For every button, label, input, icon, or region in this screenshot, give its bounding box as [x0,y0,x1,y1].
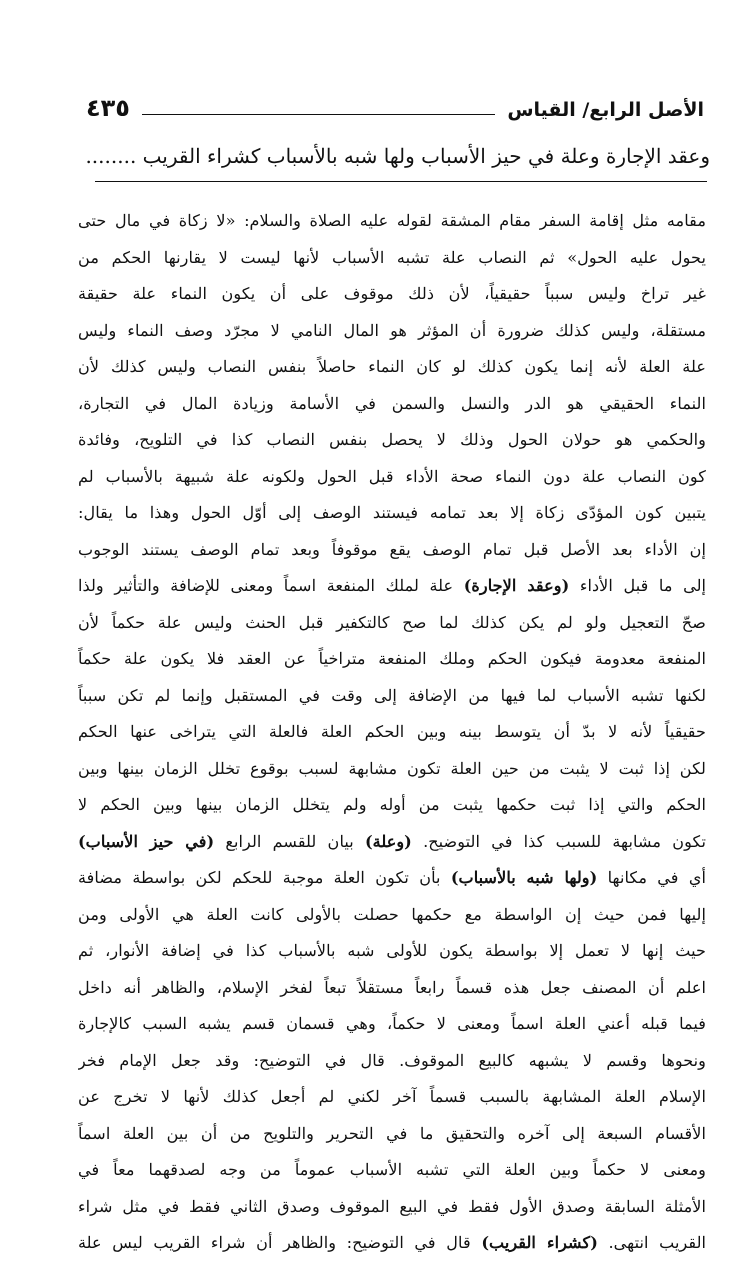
commentary-line [78,422,706,459]
commentary-text: بيان للقسم الرابع [214,831,365,851]
commentary-line [78,787,706,824]
commentary-line [78,970,706,1007]
page-number: ٤٣٥ [86,94,130,122]
commentary-text: لكن إذا ثبت لا يثبت من حين العلة تكون مشابهة لسبب بوقوع تخلل الزمان بينها وبين [78,758,706,778]
commentary-line [78,532,706,569]
commentary-text: غير تراخ وليس سبباً حقيقياً، لأن ذلك موقوف على أن يكون النماء علة حقيقة [78,284,706,303]
commentary-text: ونحوها وقسم لا يشبهه كالبيع الموقوف. قال في التوضيح: وقد جعل الإمام فخر [78,1050,706,1070]
commentary-text: كون النصاب علة دون النماء صحة الأداء قبل الحول ولكونه علة شبيهة بالأسباب لم [78,466,706,486]
commentary-text: والحكمي هو حولان الحول وذلك لا يحصل بنفس النصاب كذا في التلويح، وفائدة [78,430,706,449]
commentary-text: الأمثلة السابقة وصدق الأول فقط في البيع الموقوف وصدق الثاني فقط في مثل شراء [78,1196,706,1216]
commentary-text: يتبين كون المؤدّى زكاة إلا بعد تمامه فيستند الوصف إلى أوّل الحول وهذا ما يقال: [78,503,706,522]
header-rule [142,114,495,115]
text-separator [95,181,707,182]
commentary-text: ومعنى لا حكماً وبين العلة التي تشبه الأسباب عموماً من وجه لصدقهما معاً في [78,1160,706,1179]
commentary-line [78,824,706,861]
commentary-line [78,933,706,970]
commentary-line [78,1043,706,1080]
commentary-text: يحول عليه الحول» ثم النصاب علة تشبه الأسباب لأنها ليست لا يقارنها الحكم من [78,247,706,267]
commentary-line [78,349,706,386]
commentary-line [78,1152,706,1189]
commentary-text: علة لملك المنفعة اسماً ومعنى للإضافة والتأثير ولذا [78,576,464,595]
commentary [78,203,706,1262]
commentary-text: حيث إنها لا تعمل إلا بواسطة يكون للأولى شبه بالأسباب كذا في إضافة الأنوار، ثم [78,941,706,960]
commentary-line [78,1189,706,1226]
commentary-text: أي في مكانها [597,868,706,887]
commentary-line [78,386,706,423]
commentary-line [78,1079,706,1116]
commentary-line [78,1006,706,1043]
commentary-text: إن الأداء بعد الأصل قبل تمام الوصف يقع موقوفاً وبعد تمام الوصف يستند الوجوب [78,539,706,559]
commentary-text: علة العلة لأنه إنما يكون كذلك لو كان النماء حاصلاً بنفس النصاب وليس كذلك لأن [78,357,706,376]
commentary-line [78,678,706,715]
commentary-line [78,641,706,678]
commentary-line [78,751,706,788]
running-header [86,86,704,120]
quoted-matn-term: (كشراء القريب) [481,1233,598,1252]
commentary-text: تكون مشابهة للسبب كذا في التوضيح. [411,831,706,851]
commentary-text: مقامه مثل إقامة السفر مقام المشقة لقوله عليه الصلاة والسلام: «لا زكاة في مال حتى [78,211,706,230]
chapter-title: الأصل الرابع/ القياس [507,99,704,121]
commentary-text: المنفعة معدومة فيكون الحكم وملك المنفعة متراخياً عن العقد فلا يكون علة حكماً [78,649,706,668]
commentary-line [78,240,706,277]
commentary-line [78,605,706,642]
commentary-line [78,1116,706,1153]
commentary-text: الأقسام السبعة إلى آخره والتحقيق ما في التحرير والتلويح من أن بين العلة اسماً [78,1123,706,1143]
commentary-text: بأن تكون العلة موجبة للحكم لكن بواسطة مضافة [78,868,451,887]
commentary-line [78,1225,706,1262]
commentary-text: اعلم أن المصنف جعل هذه قسماً رابعاً مستقلاً تبعاً لفخر الإسلام، والظاهر أنه داخل [78,977,706,997]
commentary-text: فيما قبله أعني العلة اسماً ومعنى لا حكماً، وهي قسمان قسم يشبه السبب كالإجارة [78,1014,706,1033]
commentary-line [78,276,706,313]
commentary-text: إلى ما قبل الأداء [569,576,706,595]
commentary-text: صحّ التعجيل ولو لم يكن كذلك لما صح كالتكفير قبل الحنث وليس علة حكماً لأن [78,612,706,632]
quoted-matn-term: (في حيز الأسباب) [78,831,215,851]
commentary-text: لكنها تشبه الأسباب لما فيها من الإضافة إلى وقت في المستقبل وإنما لم تكن سبباً [78,685,706,705]
commentary-line [78,860,706,897]
quoted-matn-term: (ولها شبه بالأسباب) [450,868,598,887]
commentary-text: الإسلام العلة المشابهة بالسبب قسماً آخر لكني لم أجعل كذلك لأنها لا تخرج عن [78,1087,706,1106]
main-text: وعقد الإجارة وعلة في حيز الأسباب ولها شبه بالأسباب كشراء القريب ........ [85,144,710,168]
commentary-line [78,203,706,240]
commentary-line [78,568,706,605]
commentary-line [78,714,706,751]
quoted-matn-term: (وعلة) [365,831,412,851]
commentary-text: حقيقياً لأنه لا بدّ أن يتوسط بينه وبين الحكم العلة فالعلة التي يتراخى عنها الحكم [78,722,706,741]
commentary-text: القريب انتهى. [597,1233,706,1252]
commentary-text: إليها فمن حيث إن الواسطة مع حكمها حصلت بالأولى كانت العلة هي الأولى ومن [78,904,706,924]
commentary-text: مستقلة، وليس كذلك ضرورة أن المؤثر هو المال النامي لا مجرّد وصف النماء وليس [78,320,706,340]
commentary-line [78,313,706,350]
commentary-text: الحكم والتي إذا ثبت حكمها يثبت من أوله ولم يتخلل الزمان بينها وبين الحكم لا [78,795,706,814]
commentary-line [78,495,706,532]
commentary-text: النماء الحقيقي هو الدر والنسل والسمن في الأسامة وزيادة المال في التجارة، [78,393,706,413]
quoted-matn-term: (وعقد الإجارة) [463,576,570,595]
commentary-line [78,459,706,496]
commentary-line [78,897,706,934]
commentary-text: قال في التوضيح: والظاهر أن شراء القريب ليس علة [78,1233,482,1252]
